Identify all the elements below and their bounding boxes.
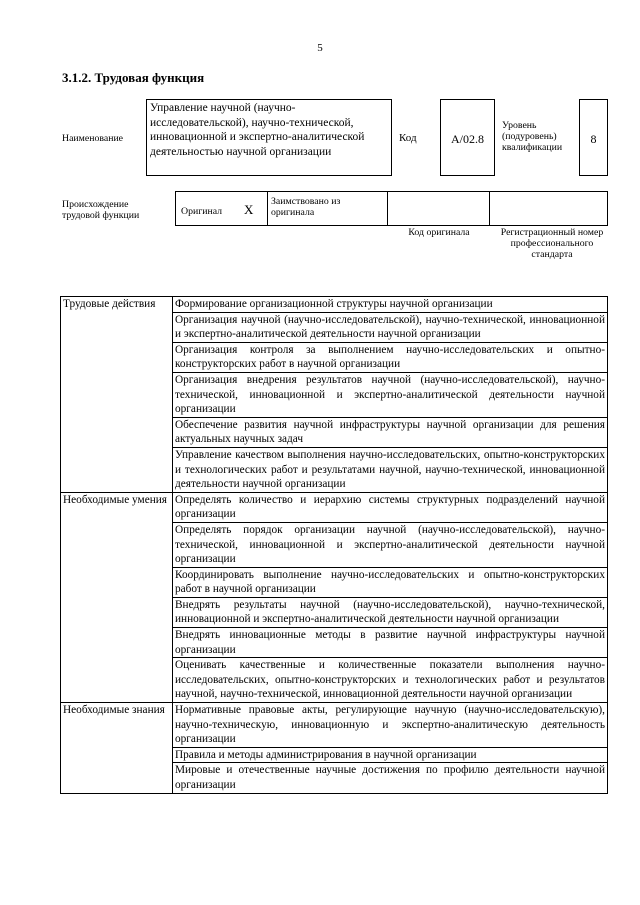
table-cell: Внедрять результаты научной (научно-исследовательской), научно-технической, инновационной и экспертно-аналитической деятельности научной организации	[173, 597, 608, 627]
borrowed-label: Заимствовано из оригинала	[271, 196, 341, 218]
original-cell	[176, 192, 268, 225]
table-cell: Организация внедрения результатов научной (научно-исследовательской), научно-технической, инновационной и экспертно-аналитической деятельности научной организации	[173, 372, 608, 417]
original-label: Оригинал	[181, 206, 223, 217]
code-label: Код	[399, 132, 417, 144]
table-cell: Формирование организационной структуры научной организации	[173, 297, 608, 313]
origin-table	[175, 191, 608, 226]
table-row	[61, 297, 608, 313]
level-label: Уровень (подуровень) квалификации	[502, 120, 563, 153]
table-cell: Организация контроля за выполнением научно-исследовательских и опытно-конструкторских работ в научной организации	[173, 342, 608, 372]
origin-label: Происхождение трудовой функции	[62, 199, 140, 221]
reg-number-cell	[489, 192, 607, 225]
page-number: 5	[317, 42, 323, 54]
table-cell: Нормативные правовые акты, регулирующие научную (научно-исследовательскую), научно-техническую, инновационную и экспертно-аналитическую деятельность организации	[173, 703, 608, 748]
code-value: А/02.8	[451, 132, 484, 146]
table-cell: Оценивать качественные и количественные показатели выполнения научно-исследовательских, опытно-конструкторских и технологических работ и результатов научной, научно-технической, инновационной деятельности научной организации	[173, 658, 608, 703]
name-label: Наименование	[62, 133, 124, 144]
labor-function-table	[60, 296, 608, 794]
table-cell: Управление качеством выполнения научно-исследовательских, опытно-конструкторских и технологических работ и результатами научной, научно-технической, инновационной деятельности научной организации	[173, 447, 608, 492]
function-name-box	[146, 99, 392, 176]
table-cell: Организация научной (научно-исследовательской), научно-технической, инновационной и экспертно-аналитической деятельности научной организации	[173, 312, 608, 342]
table-row	[61, 492, 608, 522]
level-box	[579, 99, 608, 176]
category-labor-actions: Трудовые действия	[61, 297, 173, 493]
code-original-caption: Код оригинала	[408, 227, 470, 238]
table-cell: Координировать выполнение научно-исследовательских и опытно-конструкторских работ в научной организации	[173, 567, 608, 597]
table-cell: Определять порядок организации научной (научно-исследовательской), научно-технической, инновационной и экспертно-аналитической деятельности научной организации	[173, 522, 608, 567]
table-row	[61, 703, 608, 748]
table-cell: Мировые и отечественные научные достижения по профилю деятельности научной организации	[173, 763, 608, 793]
category-required-skills: Необходимые умения	[61, 492, 173, 702]
code-box	[440, 99, 495, 176]
function-name-value: Управление научной (научно-исследовательской), научно-технической, инновационной и экспертно-аналитической деятельностью научной организации	[150, 102, 365, 158]
table-cell: Правила и методы администрирования в научной организации	[173, 747, 608, 763]
table-cell: Обеспечение развития научной инфраструктуры научной организации для решения актуальных научных задач	[173, 417, 608, 447]
code-original-cell	[387, 192, 490, 225]
category-required-knowledge: Необходимые знания	[61, 703, 173, 794]
original-mark: X	[244, 202, 254, 217]
level-value: 8	[590, 132, 597, 146]
section-title: 3.1.2. Трудовая функция	[62, 70, 205, 85]
table-cell: Внедрять инновационные методы в развитие научной инфраструктуры научной организации	[173, 628, 608, 658]
table-cell: Определять количество и иерархию системы структурных подразделений научной организации	[173, 492, 608, 522]
borrowed-cell	[267, 192, 388, 225]
reg-number-caption: Регистрационный номер профессионального стандарта	[500, 227, 604, 260]
